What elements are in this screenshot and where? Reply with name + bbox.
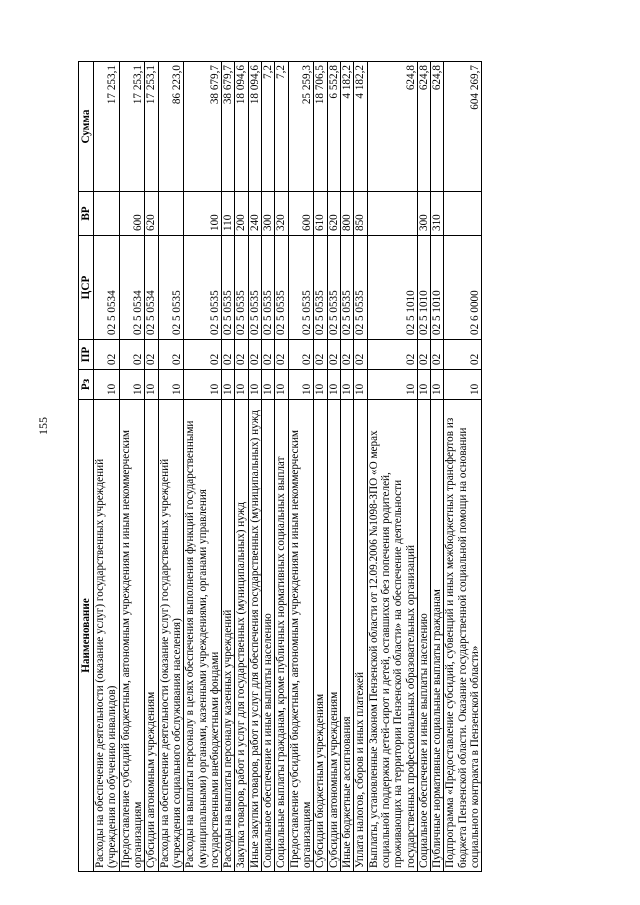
cell-name: Предоставление субсидий бюджетным, автономным учреждениям и иным некоммерческим организациям xyxy=(288,400,314,872)
cell-pr: 02 xyxy=(184,340,222,370)
table-row xyxy=(444,62,482,872)
cell-vr: 620 xyxy=(145,192,158,236)
cell-csr: 02 6 0000 xyxy=(444,236,482,340)
table-row xyxy=(288,62,314,872)
cell-sum: 6 552,8 xyxy=(327,62,340,192)
cell-sum: 38 679,7 xyxy=(184,62,222,192)
cell-csr: 02 5 0535 xyxy=(158,236,184,340)
rotated-page xyxy=(78,62,482,872)
cell-sum: 18 094,6 xyxy=(248,62,261,192)
cell-pr: 02 xyxy=(235,340,248,370)
cell-rz: 10 xyxy=(444,370,482,400)
cell-sum: 624,8 xyxy=(417,62,430,192)
cell-name: Расходы на выплаты персоналу в целях обеспечения выполнения функций государственными (муниципальными) органами, казенными учреждениями, органами управления государственными внебюджетными фондами xyxy=(184,400,222,872)
cell-name: Выплаты, установленные Законом Пензенской области от 12.09.2006 №1098-ЗПО «О мерах социальной поддержки детей-сирот и детей, оставшихся без попечения родителей, проживающих на территории Пензенской области» на обеспечение деятельности государственных профессиональных образовательных организаций xyxy=(367,400,417,872)
table-row xyxy=(184,62,222,872)
cell-vr xyxy=(444,192,482,236)
cell-rz: 10 xyxy=(354,370,367,400)
cell-rz: 10 xyxy=(235,370,248,400)
cell-sum: 7,2 xyxy=(275,62,288,192)
cell-vr: 850 xyxy=(354,192,367,236)
cell-pr: 02 xyxy=(417,340,430,370)
cell-pr: 02 xyxy=(444,340,482,370)
cell-pr: 02 xyxy=(367,340,417,370)
cell-pr: 02 xyxy=(431,340,444,370)
cell-pr: 02 xyxy=(288,340,314,370)
cell-name: Субсидии бюджетным учреждениям xyxy=(314,400,327,872)
cell-pr: 02 xyxy=(354,340,367,370)
cell-name: Социальное обеспечение и иные выплаты населению xyxy=(417,400,430,872)
cell-csr: 02 5 0535 xyxy=(354,236,367,340)
cell-vr: 600 xyxy=(119,192,145,236)
table-header-row xyxy=(79,62,94,872)
cell-rz: 10 xyxy=(417,370,430,400)
cell-sum: 624,8 xyxy=(367,62,417,192)
cell-vr: 100 xyxy=(184,192,222,236)
cell-vr: 240 xyxy=(248,192,261,236)
cell-name: Расходы на выплаты персоналу казенных учреждений xyxy=(222,400,235,872)
header-rz: Рз xyxy=(79,370,94,400)
cell-sum: 4 182,2 xyxy=(354,62,367,192)
cell-vr: 310 xyxy=(431,192,444,236)
page-number: 155 xyxy=(36,417,50,435)
cell-rz: 10 xyxy=(145,370,158,400)
cell-vr xyxy=(367,192,417,236)
cell-csr: 02 5 0535 xyxy=(262,236,275,340)
cell-vr xyxy=(158,192,184,236)
table-row xyxy=(314,62,327,872)
table-row xyxy=(327,62,340,872)
table-row xyxy=(367,62,417,872)
table-row xyxy=(417,62,430,872)
cell-sum: 7,2 xyxy=(262,62,275,192)
cell-vr xyxy=(94,192,120,236)
cell-name: Расходы на обеспечение деятельности (оказание услуг) государственных учреждений (учреждения по обучению инвалидов) xyxy=(94,400,120,872)
cell-vr: 320 xyxy=(275,192,288,236)
cell-pr: 02 xyxy=(119,340,145,370)
cell-name: Субсидии автономным учреждениям xyxy=(327,400,340,872)
cell-csr: 02 5 0535 xyxy=(288,236,314,340)
cell-csr: 02 5 0534 xyxy=(94,236,120,340)
cell-sum: 38 679,7 xyxy=(222,62,235,192)
table-row xyxy=(222,62,235,872)
cell-csr: 02 5 0535 xyxy=(248,236,261,340)
cell-rz: 10 xyxy=(158,370,184,400)
cell-vr: 300 xyxy=(417,192,430,236)
cell-sum: 18 706,5 xyxy=(314,62,327,192)
cell-csr: 02 5 0535 xyxy=(340,236,353,340)
cell-rz: 10 xyxy=(184,370,222,400)
cell-sum: 17 253,1 xyxy=(145,62,158,192)
header-pr: ПР xyxy=(79,340,94,370)
cell-vr: 200 xyxy=(235,192,248,236)
cell-csr: 02 5 1010 xyxy=(431,236,444,340)
cell-name: Публичные нормативные социальные выплаты гражданам xyxy=(431,400,444,872)
cell-sum: 86 223,0 xyxy=(158,62,184,192)
cell-name: Расходы на обеспечение деятельности (оказание услуг) государственных учреждений (учреждения социального обслуживания населения) xyxy=(158,400,184,872)
cell-pr: 02 xyxy=(222,340,235,370)
budget-table xyxy=(78,61,482,872)
cell-name: Предоставление субсидий бюджетным, автономным учреждениям и иным некоммерческим организациям xyxy=(119,400,145,872)
cell-rz: 10 xyxy=(275,370,288,400)
header-vr: ВР xyxy=(79,192,94,236)
cell-pr: 02 xyxy=(275,340,288,370)
cell-rz: 10 xyxy=(314,370,327,400)
cell-vr: 800 xyxy=(340,192,353,236)
cell-name: Социальные выплаты гражданам, кроме публичных нормативных социальных выплат xyxy=(275,400,288,872)
cell-sum: 18 094,6 xyxy=(235,62,248,192)
header-csr: ЦСР xyxy=(79,236,94,340)
table-row xyxy=(340,62,353,872)
cell-rz: 10 xyxy=(367,370,417,400)
cell-rz: 10 xyxy=(222,370,235,400)
cell-name: Уплата налогов, сборов и иных платежей xyxy=(354,400,367,872)
cell-name: Иные закупки товаров, работ и услуг для обеспечения государственных (муниципальных) нужд xyxy=(248,400,261,872)
cell-rz: 10 xyxy=(262,370,275,400)
cell-rz: 10 xyxy=(248,370,261,400)
cell-csr: 02 5 0534 xyxy=(119,236,145,340)
table-row xyxy=(431,62,444,872)
cell-vr: 610 xyxy=(314,192,327,236)
table-row xyxy=(248,62,261,872)
table-row xyxy=(275,62,288,872)
table-row xyxy=(262,62,275,872)
cell-rz: 10 xyxy=(119,370,145,400)
cell-sum: 17 253,1 xyxy=(94,62,120,192)
cell-vr: 620 xyxy=(327,192,340,236)
cell-name: Подпрограмма «Предоставление субсидий, субвенций и иных межбюджетных трансфертов из бюджета Пензенской области. Оказание государственной социальной помощи на основании социального контракта в Пензенской области» xyxy=(444,400,482,872)
cell-pr: 02 xyxy=(314,340,327,370)
cell-sum: 25 259,3 xyxy=(288,62,314,192)
cell-csr: 02 5 0535 xyxy=(235,236,248,340)
cell-csr: 02 5 0535 xyxy=(184,236,222,340)
table-row xyxy=(158,62,184,872)
cell-pr: 02 xyxy=(145,340,158,370)
cell-name: Закупка товаров, работ и услуг для государственных (муниципальных) нужд xyxy=(235,400,248,872)
cell-sum: 604 269,7 xyxy=(444,62,482,192)
table-row xyxy=(145,62,158,872)
cell-csr: 02 5 0534 xyxy=(145,236,158,340)
cell-name: Социальное обеспечение и иные выплаты населению xyxy=(262,400,275,872)
cell-csr: 02 5 0535 xyxy=(327,236,340,340)
table-row xyxy=(235,62,248,872)
cell-csr: 02 5 0535 xyxy=(314,236,327,340)
cell-csr: 02 5 0535 xyxy=(222,236,235,340)
cell-pr: 02 xyxy=(262,340,275,370)
cell-vr: 300 xyxy=(262,192,275,236)
cell-csr: 02 5 1010 xyxy=(417,236,430,340)
cell-csr: 02 5 0535 xyxy=(275,236,288,340)
cell-vr: 600 xyxy=(288,192,314,236)
cell-pr: 02 xyxy=(94,340,120,370)
cell-sum: 4 182,2 xyxy=(340,62,353,192)
cell-rz: 10 xyxy=(340,370,353,400)
cell-rz: 10 xyxy=(327,370,340,400)
cell-rz: 10 xyxy=(288,370,314,400)
table-row xyxy=(94,62,120,872)
cell-pr: 02 xyxy=(340,340,353,370)
cell-rz: 10 xyxy=(431,370,444,400)
cell-name: Иные бюджетные ассигнования xyxy=(340,400,353,872)
cell-rz: 10 xyxy=(94,370,120,400)
header-sum: Сумма xyxy=(79,62,94,192)
cell-pr: 02 xyxy=(158,340,184,370)
cell-name: Субсидии автономным учреждениям xyxy=(145,400,158,872)
table-row xyxy=(354,62,367,872)
cell-csr: 02 5 1010 xyxy=(367,236,417,340)
table-row xyxy=(119,62,145,872)
cell-pr: 02 xyxy=(248,340,261,370)
cell-pr: 02 xyxy=(327,340,340,370)
cell-sum: 624,8 xyxy=(431,62,444,192)
cell-vr: 110 xyxy=(222,192,235,236)
cell-sum: 17 253,1 xyxy=(119,62,145,192)
header-name: Наименование xyxy=(79,400,94,872)
